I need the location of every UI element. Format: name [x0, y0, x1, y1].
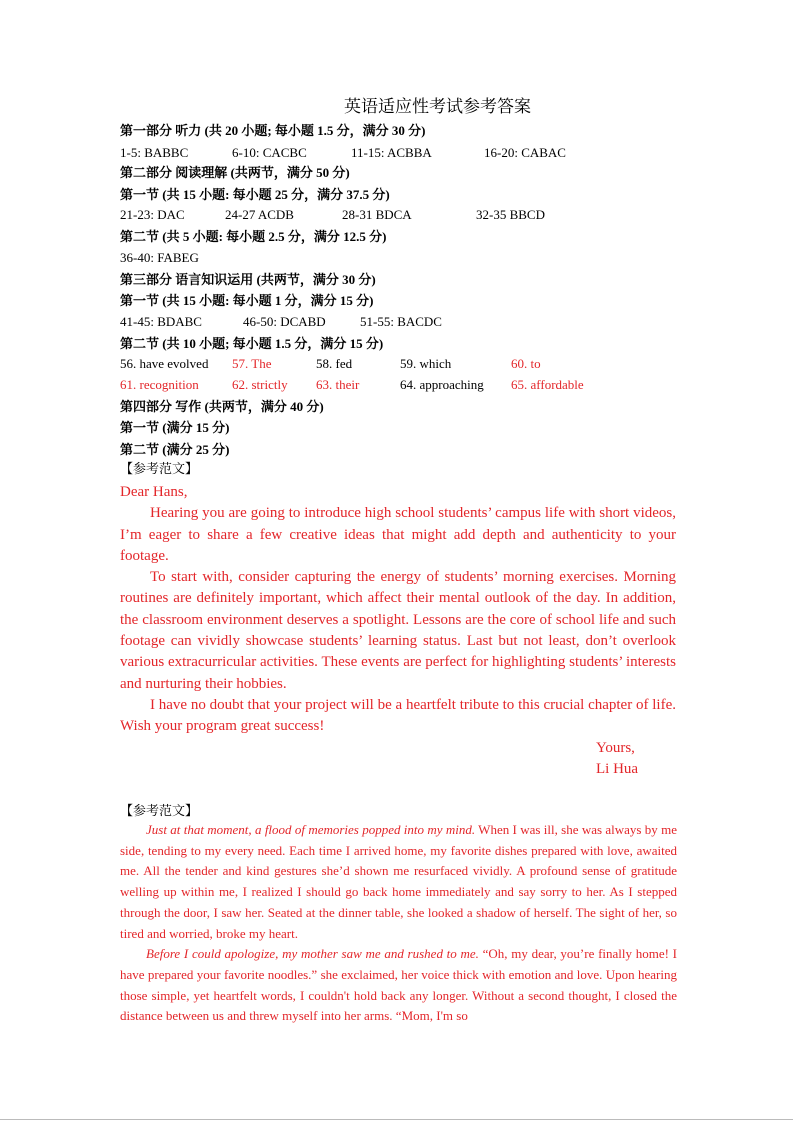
sample-label-2: 【参考范文】 — [120, 803, 199, 818]
sample-label: 【参考范文】 — [120, 461, 199, 476]
letter-paragraph: To start with, consider capturing the energy of students’ morning exercises. Morning routines are definitely important, which affect their mental outlook of the day. In addition, the classroom environment deserves a spotlight. Lessons are the core of school life and such footage can vividly showcase students’ learning status. Last but not least, don’t overlook various extracurricular activities. These events are perfect for highlighting students’ interests and nurturing their hobbies. — [120, 569, 676, 692]
answer-item: 56. have evolved — [120, 356, 209, 371]
answer-group: 28-31 BDCA — [342, 207, 412, 222]
story-opening-sentence: Just at that moment, a flood of memories popped into my mind. — [146, 822, 476, 837]
answer-item: 63. their — [316, 377, 360, 392]
part3-heading: 第三部分 语言知识运用 (共两节，满分 30 分) — [120, 272, 376, 287]
answer-group: 1-5: BABBC — [120, 145, 189, 160]
answer-group: 46-50: DCABD — [243, 314, 326, 329]
answer-group: 32-35 BBCD — [476, 207, 545, 222]
answer-group: 41-45: BDABC — [120, 314, 202, 329]
part4-sec1-heading: 第一节 (满分 15 分) — [120, 420, 230, 435]
answer-group: 51-55: BACDC — [360, 314, 442, 329]
answer-item: 62. strictly — [232, 377, 288, 392]
answer-item: 61. recognition — [120, 377, 199, 392]
sample-story — [120, 820, 677, 1027]
answer-group: 21-23: DAC — [120, 207, 185, 222]
story-paragraph — [120, 820, 677, 944]
part2-sec2-heading: 第二节 (共 5 小题: 每小题 2.5 分，满分 12.5 分) — [120, 229, 387, 244]
part2-sec1-heading: 第一节 (共 15 小题: 每小题 25 分，满分 37.5 分) — [120, 187, 390, 202]
part3-sec2-heading: 第二节 (共 10 小题; 每小题 1.5 分，满分 15 分) — [120, 336, 384, 351]
story-text: “Oh, my dear, you’re finally home! I have prepared your favorite noodles.” she exclaimed, her voice thick with emotion and love. Upon hearing those simple, yet heartfelt words, I couldn't hold back any longer. Without a second thought, I closed the distance between us and threw myself into her arms. “Mom, I'm so — [120, 946, 677, 1024]
part3-sec2-row2 — [120, 377, 680, 393]
answer-item: 57. The — [232, 356, 272, 371]
answer-group: 16-20: CABAC — [484, 145, 566, 160]
page-title: 英语适应性考试参考答案 — [344, 97, 531, 116]
part2-sec1-answers — [120, 207, 680, 223]
letter-greeting: Dear Hans, — [120, 484, 188, 500]
sample-letter — [120, 482, 676, 738]
part3-sec2-row1 — [120, 356, 680, 372]
story-text: When I was ill, she was always by me side, tending to my every need. Each time I arrived home, my favorite dishes prepared with love, awaited me. All the tender and kind gestures she’d shown me resurfaced vividly. A profound sense of gratitude welling up within me, I realized I should go back home immediately and say sorry to her. As I stepped through the door, I saw her. Seated at the dinner table, she looked a shadow of herself. The sight of her, so tired and worried, broke my heart. — [120, 822, 677, 941]
answer-item: 60. to — [511, 356, 541, 371]
story-opening-sentence: Before I could apologize, my mother saw me and rushed to me. — [146, 946, 479, 962]
part2-sec2-answers: 36-40: FABEG — [120, 250, 199, 265]
page-bottom-divider — [0, 1119, 793, 1120]
answer-item: 58. fed — [316, 356, 353, 371]
part4-sec2-heading: 第二节 (满分 25 分) — [120, 442, 230, 457]
letter-paragraph: I have no doubt that your project will be a heartfelt tribute to this crucial chapter of life. Wish your program great success! — [120, 696, 676, 735]
part1-heading: 第一部分 听力 (共 20 小题; 每小题 1.5 分，满分 30 分) — [120, 123, 426, 138]
answer-group: 6-10: CACBC — [232, 145, 307, 160]
letter-signature: Li Hua — [596, 761, 639, 777]
part3-sec1-heading: 第一节 (共 15 小题: 每小题 1 分，满分 15 分) — [120, 293, 374, 308]
answer-item: 65. affordable — [511, 377, 584, 392]
answer-item: 64. approaching — [400, 377, 484, 392]
answer-group: 11-15: ACBBA — [351, 145, 432, 160]
part4-heading: 第四部分 写作 (共两节，满分 40 分) — [120, 399, 324, 414]
part1-answers — [120, 145, 680, 161]
letter-closing: Yours, — [596, 740, 635, 756]
answer-item: 59. which — [400, 356, 452, 371]
part2-heading: 第二部分 阅读理解 (共两节，满分 50 分) — [120, 165, 350, 180]
story-paragraph — [120, 944, 677, 1027]
answer-group: 24-27 ACDB — [225, 207, 294, 222]
letter-paragraph: Hearing you are going to introduce high school students’ campus life with short videos, I’m eager to share a few creative ideas that might add depth and authenticity to your footage. — [120, 505, 676, 564]
part3-sec1-answers — [120, 314, 680, 330]
